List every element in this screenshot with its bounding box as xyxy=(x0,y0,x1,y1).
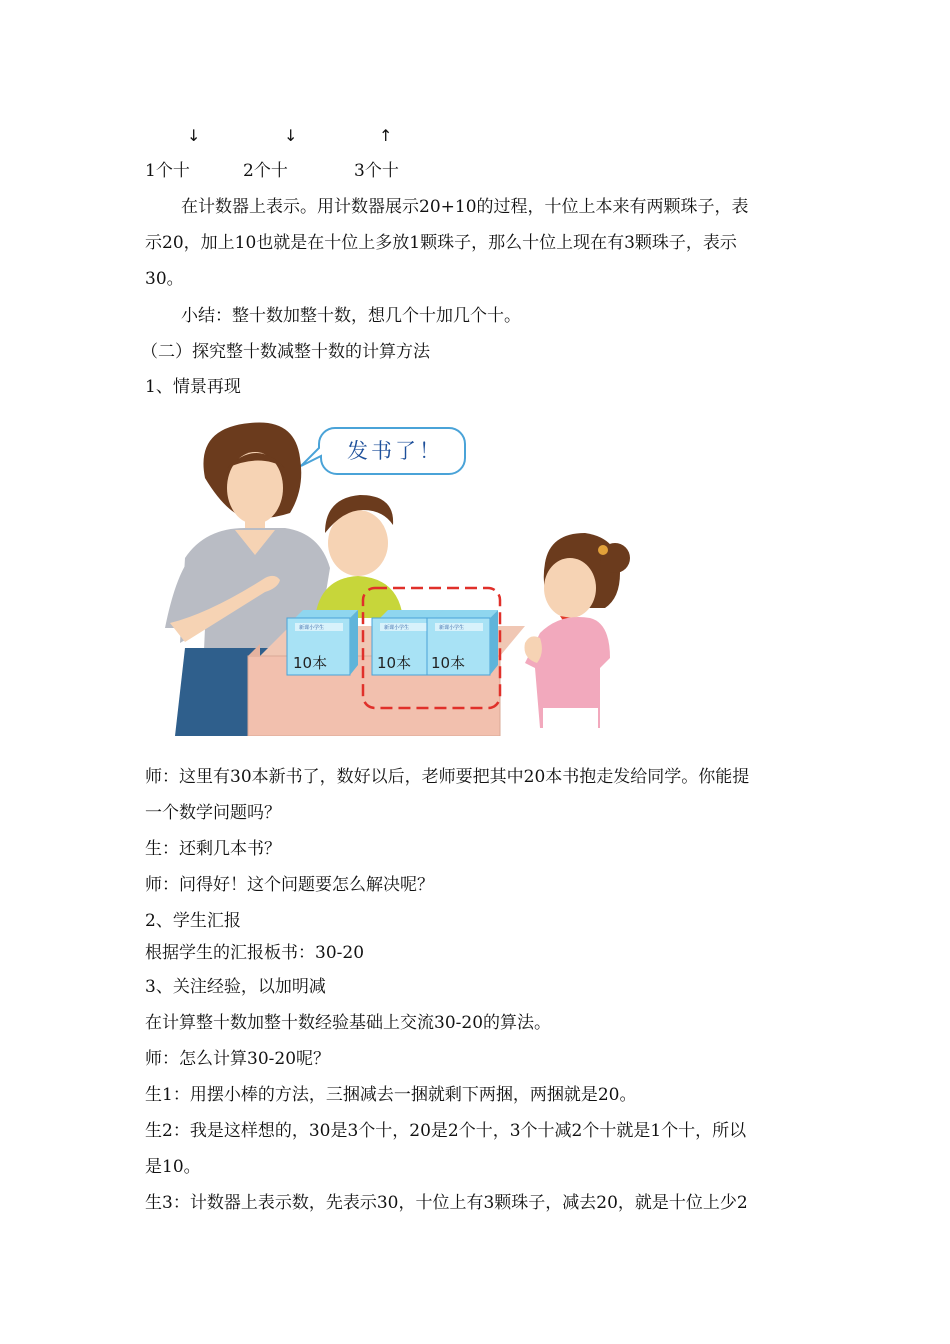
girl-figure xyxy=(525,533,631,736)
book-stack xyxy=(427,610,498,675)
paragraph-line xyxy=(181,196,851,218)
dialog-line xyxy=(145,802,815,824)
dialog-line xyxy=(145,1120,815,1142)
tens-counts-row xyxy=(145,160,815,182)
boy-figure xyxy=(315,495,403,618)
summary-text: 小结：整十数加整十数，想几个十加几个十。 xyxy=(181,306,521,326)
classroom-illustration xyxy=(165,418,640,736)
dialog-line: 根据学生的汇报板书：30-20 xyxy=(145,943,365,963)
count-label: 2个十 xyxy=(243,161,288,181)
arrow-down-icon: ↓ xyxy=(187,126,201,145)
para1-part: 30。 xyxy=(145,269,184,289)
count-label: 1个十 xyxy=(145,161,190,181)
dialog-line: 师：怎么计算30-20呢？ xyxy=(145,1049,331,1069)
count-label: 3个十 xyxy=(354,161,399,181)
dialog-part: 是10。 xyxy=(145,1157,201,1177)
dialog-line: 师：问得好！这个问题要怎么解决呢？ xyxy=(145,875,434,895)
bubble-text: 发书了！ xyxy=(347,439,443,463)
dialog-line xyxy=(145,1156,815,1178)
item-heading: 2、学生汇报 xyxy=(145,911,241,931)
paragraph-line xyxy=(145,232,815,254)
dialog-line: 生：还剩几本书？ xyxy=(145,839,281,859)
book-stack xyxy=(287,610,358,675)
book-title: 新课小学生 xyxy=(299,625,325,631)
paragraph-line xyxy=(145,268,815,290)
arrow-down-icon: ↓ xyxy=(284,126,298,145)
book-title: 新课小学生 xyxy=(384,625,410,631)
dialog-line: 生1：用摆小棒的方法，三捆减去一捆就剩下两捆，两捆就是20。 xyxy=(145,1085,637,1105)
dialog-part: 生2：我是这样想的，30是3个十，20是2个十，3个十减2个十就是1个十，所以 xyxy=(145,1121,747,1141)
book-label: 10本 xyxy=(431,654,466,672)
item-heading: 3、关注经验，以加明减 xyxy=(145,977,326,997)
dialog-part: 师：这里有30本新书了，数好以后，老师要把其中20本书抱走发给同学。你能提 xyxy=(145,767,750,787)
book-label: 10本 xyxy=(293,654,328,672)
dialog-line xyxy=(145,766,815,788)
book-title: 新课小学生 xyxy=(439,625,465,631)
para1-part: 示20，加上10也就是在十位上多放1颗珠子，那么十位上现在有3颗珠子，表示 xyxy=(145,233,737,253)
section-heading: （二）探究整十数减整十数的计算方法 xyxy=(141,342,430,362)
item-heading: 1、情景再现 xyxy=(145,377,241,397)
book-label: 10本 xyxy=(377,654,412,672)
speech-bubble xyxy=(301,428,465,474)
dialog-line: 生3：计数器上表示数，先表示30，十位上有3颗珠子，减去20，就是十位上少2 xyxy=(145,1193,748,1213)
dialog-part: 一个数学问题吗？ xyxy=(145,803,281,823)
dialog-line: 在计算整十数加整十数经验基础上交流30-20的算法。 xyxy=(145,1013,552,1033)
arrow-up-icon: ↑ xyxy=(379,126,393,145)
para1-part: 在计数器上表示。用计数器展示20+10的过程，十位上本来有两颗珠子，表 xyxy=(181,197,749,217)
